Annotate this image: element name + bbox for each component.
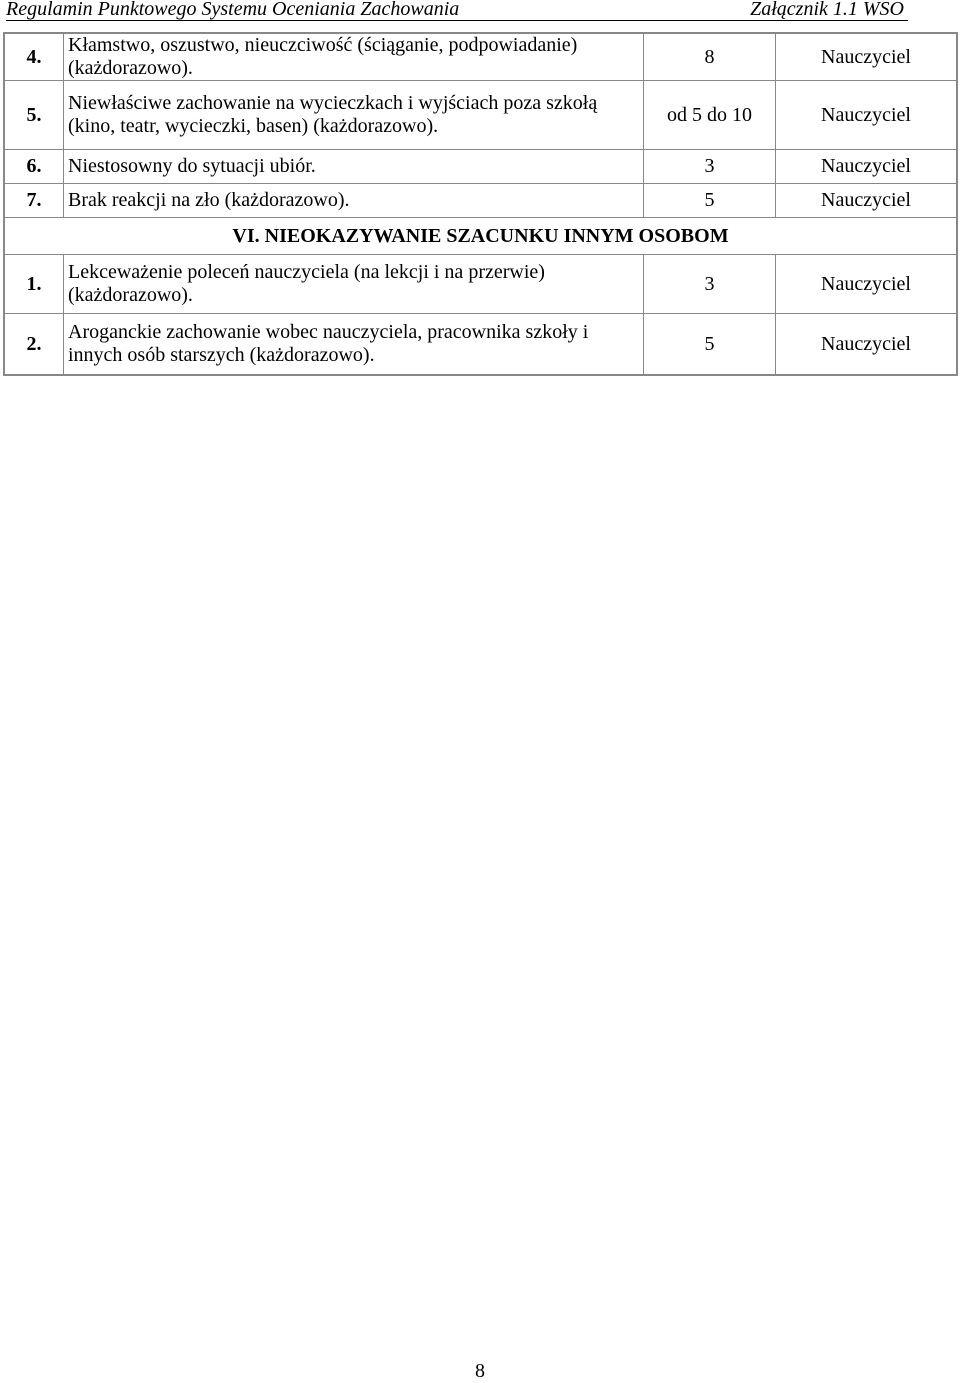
row-assigner: Nauczyciel — [776, 81, 956, 150]
row-assigner: Nauczyciel — [776, 34, 956, 81]
row-number: 5. — [5, 81, 64, 150]
table-row — [5, 184, 956, 218]
row-assigner: Nauczyciel — [776, 150, 956, 184]
page-number: 8 — [475, 1360, 485, 1382]
row-points: 3 — [644, 255, 776, 314]
row-points: od 5 do 10 — [644, 81, 776, 150]
row-description: Kłamstwo, oszustwo, nieuczciwość (ściąganie, podpowiadanie) (każdorazowo). — [64, 34, 644, 81]
row-points: 5 — [644, 184, 776, 218]
table-row — [5, 34, 956, 81]
row-assigner: Nauczyciel — [821, 332, 911, 355]
behavior-rules-table — [3, 32, 958, 376]
row-description: Aroganckie zachowanie wobec nauczyciela, pracownika szkoły i innych osób starszych (każdorazowo). — [64, 314, 644, 374]
row-points: 5 — [644, 314, 776, 374]
row-description: Brak reakcji na zło (każdorazowo). — [64, 184, 644, 218]
row-number: 7. — [5, 184, 64, 218]
header-rule — [6, 20, 908, 21]
row-points: 8 — [644, 34, 776, 81]
row-number: 6. — [5, 150, 64, 184]
page-header — [0, 0, 960, 22]
table-row — [5, 314, 956, 374]
row-number: 4. — [5, 34, 64, 81]
row-assigner: Nauczyciel — [776, 184, 956, 218]
row-points: 3 — [644, 150, 776, 184]
row-description: Lekceważenie poleceń nauczyciela (na lekcji i na przerwie) (każdorazowo). — [64, 255, 644, 314]
table-row — [5, 255, 956, 314]
row-number: 1. — [5, 255, 64, 314]
table-row — [5, 150, 956, 184]
row-description: Niestosowny do sytuacji ubiór. — [64, 150, 644, 184]
section-title: VI. NIEOKAZYWANIE SZACUNKU INNYM OSOBOM — [5, 218, 956, 255]
attachment-label: Załącznik 1.1 WSO — [750, 0, 904, 20]
section-header-row — [5, 218, 956, 255]
table-row — [5, 81, 956, 150]
document-title: Regulamin Punktowego Systemu Oceniania Zachowania — [6, 0, 460, 20]
row-description: Niewłaściwe zachowanie na wycieczkach i wyjściach poza szkołą (kino, teatr, wycieczki, basen) (każdorazowo). — [64, 81, 644, 150]
row-number: 2. — [5, 314, 64, 374]
row-assigner: Nauczyciel — [776, 255, 956, 314]
